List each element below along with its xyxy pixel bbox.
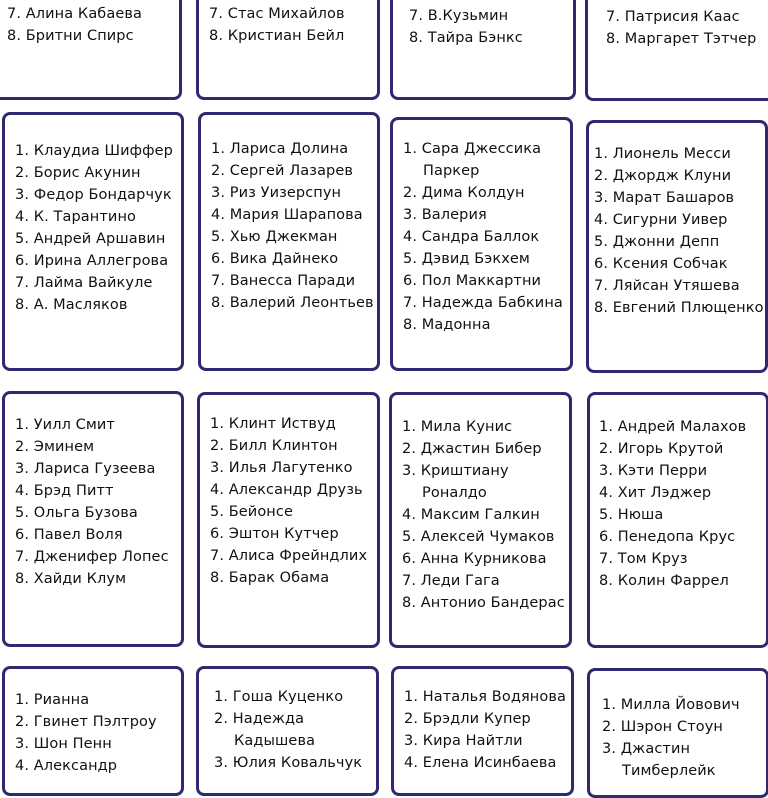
celebrity-name: 5. Хью Джекман bbox=[211, 229, 338, 245]
celebrity-card bbox=[2, 112, 184, 371]
celebrity-name: 4. Елена Исинбаева bbox=[404, 755, 557, 771]
celebrity-name: 8. Кристиан Бейл bbox=[209, 28, 345, 44]
celebrity-name: 3. Кира Найтли bbox=[404, 733, 523, 749]
celebrity-name: 5. Джонни Депп bbox=[594, 234, 720, 250]
celebrity-name: 3. Лариса Гузеева bbox=[15, 461, 156, 477]
celebrity-name: 7. Ляйсан Утяшева bbox=[594, 278, 740, 294]
celebrity-name: Паркер bbox=[423, 163, 480, 179]
celebrity-list bbox=[409, 5, 523, 49]
celebrity-card bbox=[390, 0, 576, 100]
celebrity-name: Кадышева bbox=[234, 733, 316, 749]
celebrity-card bbox=[0, 0, 182, 100]
celebrity-name: 2. Гвинет Пэлтроу bbox=[15, 714, 157, 730]
celebrity-name: 1. Гоша Куценко bbox=[214, 689, 344, 705]
celebrity-name: 2. Брэдли Купер bbox=[404, 711, 531, 727]
celebrity-name: 4. Максим Галкин bbox=[402, 507, 540, 523]
celebrity-name: 6. Пол Маккартни bbox=[403, 273, 542, 289]
celebrity-name: 2. Сергей Лазарев bbox=[211, 163, 354, 179]
celebrity-name: Роналдо bbox=[422, 485, 487, 501]
celebrity-name: 5. Бейонсе bbox=[210, 504, 293, 520]
celebrity-card bbox=[585, 0, 768, 101]
celebrity-name: 4. К. Тарантино bbox=[15, 209, 136, 225]
celebrity-name: 2. Борис Акунин bbox=[15, 165, 141, 181]
celebrity-name: 1. Уилл Смит bbox=[15, 417, 115, 433]
celebrity-card bbox=[198, 112, 380, 371]
celebrity-name: 7. Патрисия Каас bbox=[606, 9, 740, 25]
celebrity-name: 3. Марат Башаров bbox=[594, 190, 735, 206]
celebrity-card bbox=[197, 392, 380, 648]
celebrity-name: 4. Брэд Питт bbox=[15, 483, 114, 499]
celebrity-card bbox=[389, 392, 572, 648]
celebrity-list bbox=[7, 3, 142, 47]
celebrity-name: 3. Шон Пенн bbox=[15, 736, 112, 752]
celebrity-card bbox=[586, 120, 768, 373]
celebrity-name: 6. Пенедопа Крус bbox=[599, 529, 736, 545]
celebrity-name: 4. Мария Шарапова bbox=[211, 207, 363, 223]
celebrity-name: 3. Федор Бондарчук bbox=[15, 187, 172, 203]
celebrity-card bbox=[2, 391, 184, 647]
celebrity-name: 2. Эминем bbox=[15, 439, 95, 455]
celebrity-name: 8. Валерий Леонтьев bbox=[211, 295, 374, 311]
celebrity-name: 8. Колин Фаррел bbox=[599, 573, 729, 589]
celebrity-name: 3. Юлия Ковальчук bbox=[214, 755, 363, 771]
celebrity-name: 5. Алексей Чумаков bbox=[402, 529, 555, 545]
celebrity-name: 8. Маргарет Тэтчер bbox=[606, 31, 757, 47]
celebrity-list bbox=[606, 6, 756, 50]
celebrity-name: 2. Дима Колдун bbox=[403, 185, 525, 201]
celebrity-card bbox=[2, 666, 184, 796]
celebrity-name: 8. Евгений Плющенко bbox=[594, 300, 764, 316]
celebrity-name: 7. Леди Гага bbox=[402, 573, 500, 589]
celebrity-name: 6. Эштон Кутчер bbox=[210, 526, 339, 542]
celebrity-name: 1. Рианна bbox=[15, 692, 90, 708]
celebrity-name: 7. Том Круз bbox=[599, 551, 688, 567]
celebrity-name: Тимберлейк bbox=[622, 763, 716, 779]
celebrity-list bbox=[402, 416, 565, 614]
celebrity-name: 4. Хит Лэджер bbox=[599, 485, 712, 501]
celebrity-name: 8. Бритни Спирс bbox=[7, 28, 134, 44]
celebrity-name: 1. Клинт Иствуд bbox=[210, 416, 336, 432]
celebrity-list bbox=[15, 414, 169, 590]
celebrity-name: 7. Лайма Вайкуле bbox=[15, 275, 153, 291]
celebrity-name: 4. Сандра Баллок bbox=[403, 229, 540, 245]
celebrity-name: 2. Джордж Клуни bbox=[594, 168, 732, 184]
celebrity-name: 5. Ольга Бузова bbox=[15, 505, 138, 521]
celebrity-name: 1. Сара Джессика bbox=[403, 141, 542, 157]
celebrity-name: 1. Мила Кунис bbox=[402, 419, 513, 435]
celebrity-name: 8. Антонио Бандерас bbox=[402, 595, 565, 611]
celebrity-name: 6. Анна Курникова bbox=[402, 551, 547, 567]
celebrity-name: 1. Милла Йовович bbox=[602, 697, 740, 713]
celebrity-name: 6. Ксения Собчак bbox=[594, 256, 728, 272]
celebrity-list bbox=[15, 140, 173, 316]
celebrity-card bbox=[587, 668, 768, 798]
celebrity-name: 3. Кэти Перри bbox=[599, 463, 708, 479]
celebrity-list bbox=[210, 413, 367, 589]
celebrity-card bbox=[196, 0, 380, 100]
celebrity-name: 2. Надежда bbox=[214, 711, 305, 727]
celebrity-name: 1. Клаудиа Шиффер bbox=[15, 143, 173, 159]
celebrity-card bbox=[390, 117, 573, 371]
celebrity-name: 7. Ванесса Паради bbox=[211, 273, 356, 289]
celebrity-name: 6. Павел Воля bbox=[15, 527, 123, 543]
celebrity-name: 6. Вика Дайнеко bbox=[211, 251, 339, 267]
celebrity-list bbox=[211, 138, 374, 314]
celebrity-name: 2. Билл Клинтон bbox=[210, 438, 338, 454]
celebrity-name: 2. Шэрон Стоун bbox=[602, 719, 723, 735]
celebrity-list bbox=[602, 694, 740, 782]
celebrity-name: 5. Дэвид Бэкхем bbox=[403, 251, 530, 267]
celebrity-name: 3. Валерия bbox=[403, 207, 487, 223]
celebrity-name: 7. Алина Кабаева bbox=[7, 6, 142, 22]
celebrity-name: 4. Александр Друзь bbox=[210, 482, 363, 498]
celebrity-name: 3. Риз Уизерспун bbox=[211, 185, 342, 201]
celebrity-name: 8. Барак Обама bbox=[210, 570, 330, 586]
celebrity-name: 4. Александр bbox=[15, 758, 118, 774]
celebrity-name: 1. Лариса Долина bbox=[211, 141, 349, 157]
celebrity-card bbox=[391, 666, 574, 796]
celebrity-name: 7. В.Кузьмин bbox=[409, 8, 509, 24]
celebrity-name: 7. Дженифер Лопес bbox=[15, 549, 169, 565]
celebrity-name: 8. Хайди Клум bbox=[15, 571, 127, 587]
celebrity-list bbox=[599, 416, 746, 592]
celebrity-name: 6. Ирина Аллегрова bbox=[15, 253, 169, 269]
celebrity-name: 4. Сигурни Уивер bbox=[594, 212, 728, 228]
celebrity-name: 3. Илья Лагутенко bbox=[210, 460, 353, 476]
celebrity-name: 1. Андрей Малахов bbox=[599, 419, 747, 435]
celebrity-name: 8. А. Масляков bbox=[15, 297, 128, 313]
celebrity-list bbox=[214, 686, 362, 774]
celebrity-name: 8. Тайра Бэнкс bbox=[409, 30, 523, 46]
celebrity-list bbox=[209, 3, 345, 47]
celebrity-card bbox=[196, 666, 379, 796]
celebrity-list bbox=[403, 138, 563, 336]
celebrity-name: 1. Наталья Водянова bbox=[404, 689, 566, 705]
celebrity-name: 7. Надежда Бабкина bbox=[403, 295, 563, 311]
celebrity-name: 3. Джастин bbox=[602, 741, 691, 757]
celebrity-list bbox=[15, 689, 157, 777]
celebrity-name: 2. Джастин Бибер bbox=[402, 441, 542, 457]
celebrity-list bbox=[404, 686, 566, 774]
celebrity-name: 1. Лионель Месси bbox=[594, 146, 731, 162]
celebrity-card bbox=[587, 392, 768, 648]
celebrity-name: 8. Мадонна bbox=[403, 317, 491, 333]
celebrity-name: 3. Криштиану bbox=[402, 463, 509, 479]
celebrity-list bbox=[594, 143, 764, 319]
celebrity-name: 7. Стас Михайлов bbox=[209, 6, 345, 22]
celebrity-name: 2. Игорь Крутой bbox=[599, 441, 724, 457]
celebrity-name: 5. Андрей Аршавин bbox=[15, 231, 166, 247]
celebrity-name: 5. Нюша bbox=[599, 507, 664, 523]
celebrity-name: 7. Алиса Фрейндлих bbox=[210, 548, 368, 564]
